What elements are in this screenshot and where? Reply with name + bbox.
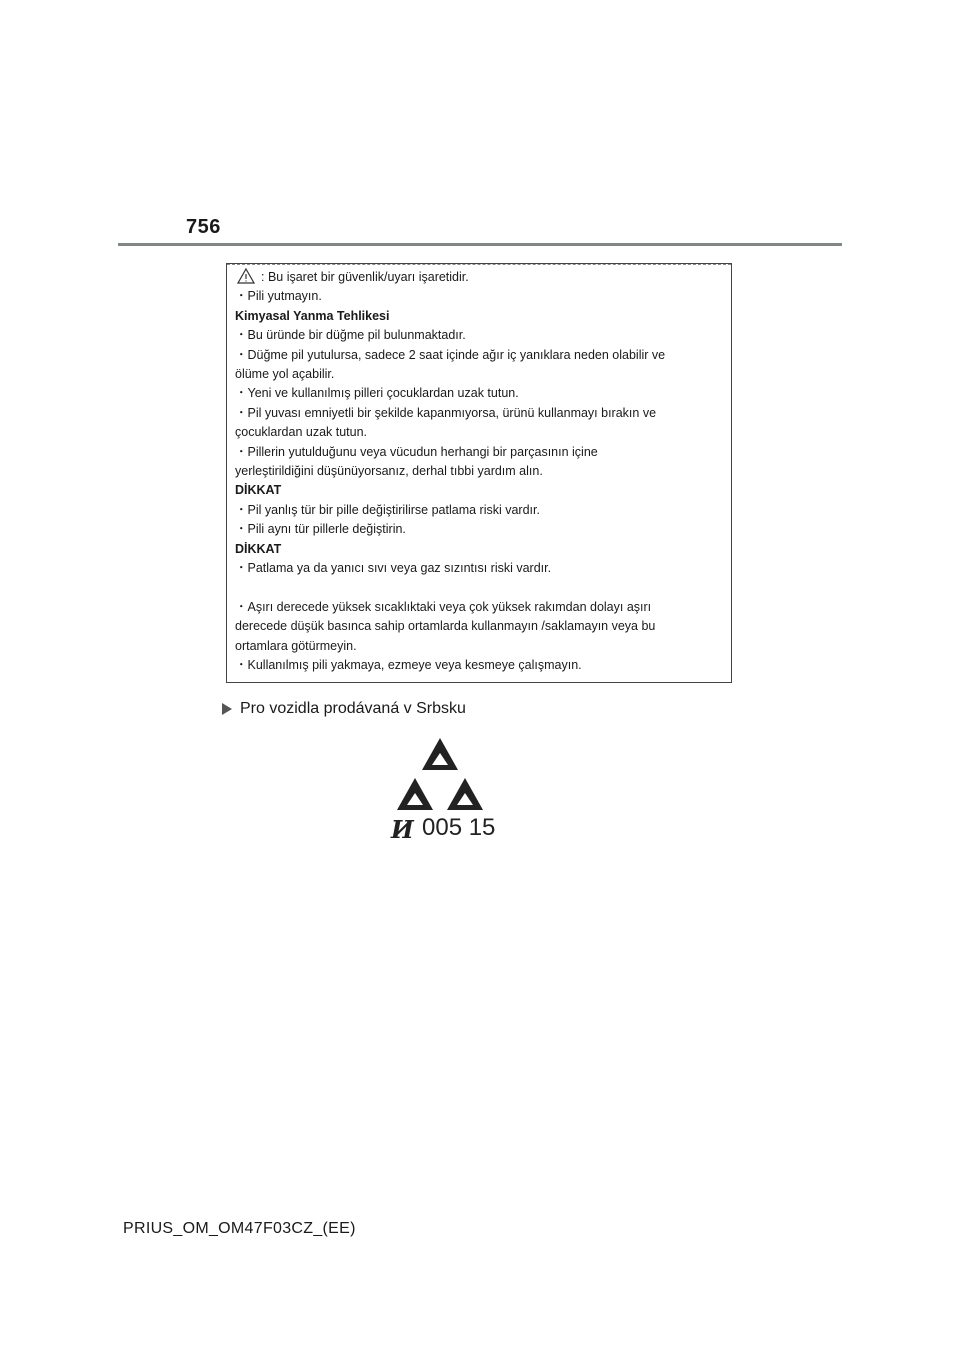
warning-line (235, 443, 723, 462)
header-divider (118, 243, 842, 246)
warning-line-text: ・Pillerin yutulduğunu veya vücudun herhangi bir parçasının içine (235, 444, 598, 459)
warning-line (235, 617, 723, 636)
warning-line (235, 404, 723, 423)
warning-line (235, 462, 723, 481)
warning-line-text: ・Pil yuvası emniyetli bir şekilde kapanmıyorsa, ürünü kullanmayı bırakın ve (235, 405, 657, 420)
warning-line-text: ・Patlama ya da yanıcı sıvı veya gaz sızıntısı riski vardır. (235, 561, 552, 576)
blank-line (235, 579, 723, 598)
warning-line (235, 520, 723, 539)
warning-line (235, 365, 723, 384)
warning-line (235, 287, 723, 306)
warning-line-text: DİKKAT (235, 541, 282, 556)
warning-lines (235, 268, 723, 676)
warning-line (235, 501, 723, 520)
warning-line (235, 268, 723, 287)
warning-line-text: ・Kullanılmış pili yakmaya, ezmeye veya kesmeye çalışmayın. (235, 658, 582, 673)
warning-line-text: Kimyasal Yanma Tehlikesi (235, 308, 390, 323)
footer-document-code: PRIUS_OM_OM47F03CZ_(EE) (123, 1220, 356, 1237)
warning-line-text: ölüme yol açabilir. (235, 367, 335, 382)
warning-line-text: ・Bu üründe bir düğme pil bulunmaktadır. (235, 328, 466, 343)
serbian-certification-mark-icon (392, 736, 488, 812)
warning-line (235, 637, 723, 656)
page-number: 756 (186, 216, 221, 238)
warning-line (235, 346, 723, 365)
warning-line (235, 384, 723, 403)
warning-line-text: derecede düşük basınca sahip ortamlarda kullanmayın /saklamayın veya bu (235, 619, 656, 634)
warning-line-text: : Bu işaret bir güvenlik/uyarı işaretidir. (261, 270, 469, 284)
warning-heading (235, 481, 723, 500)
warning-line-text: ・Pili aynı tür pillerle değiştirin. (235, 522, 406, 537)
battery-warning-box (226, 263, 732, 683)
box-dashed-top (227, 264, 731, 265)
warning-line-text: ortamlara götürmeyin. (235, 638, 357, 653)
warning-heading (235, 540, 723, 559)
warning-line-text: ・Düğme pil yutulursa, sadece 2 saat içinde ağır iç yanıklara neden olabilir ve (235, 347, 666, 362)
warning-line-text: ・Aşırı derecede yüksek sıcaklıktaki veya çok yüksek rakımdan dolayı aşırı (235, 599, 652, 614)
certification-code: 005 15 (422, 814, 496, 841)
section-heading (222, 700, 466, 718)
warning-line-text: yerleştirildiğini düşünüyorsanız, derhal tıbbi yardım alın. (235, 464, 543, 479)
warning-line-text: DİKKAT (235, 483, 282, 498)
section-heading-text: Pro vozidla prodávaná v Srbsku (240, 700, 466, 717)
certification-glyph: И (391, 815, 414, 844)
warning-line (235, 423, 723, 442)
arrow-right-icon (222, 703, 232, 715)
warning-line (235, 656, 723, 675)
warning-line-text: ・Pili yutmayın. (235, 289, 322, 304)
warning-triangle-icon (237, 268, 255, 284)
warning-line (235, 598, 723, 617)
warning-line (235, 326, 723, 345)
warning-line-text: ・Pil yanlış tür bir pille değiştirilirse patlama riski vardır. (235, 502, 540, 517)
warning-line-text: çocuklardan uzak tutun. (235, 425, 368, 440)
warning-line-text: ・Yeni ve kullanılmış pilleri çocuklardan uzak tutun. (235, 386, 519, 401)
warning-heading (235, 307, 723, 326)
warning-line (235, 559, 723, 578)
